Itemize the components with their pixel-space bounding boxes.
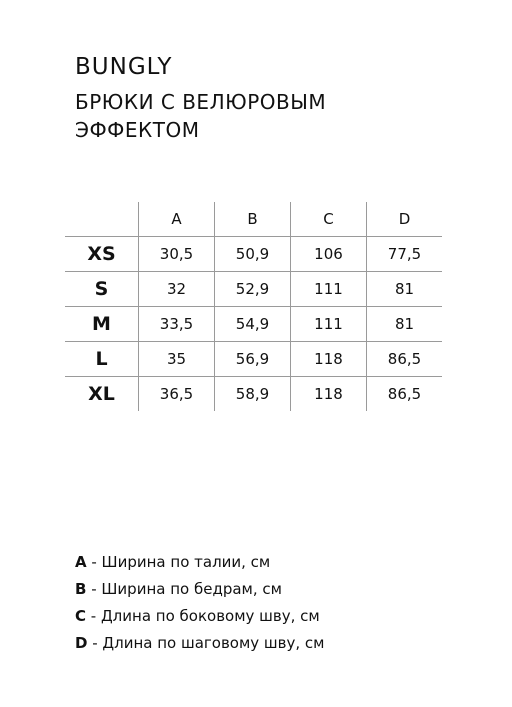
size-label: S bbox=[65, 272, 139, 307]
table-cell: 52,9 bbox=[215, 272, 291, 307]
legend bbox=[75, 552, 324, 660]
table-row bbox=[65, 307, 442, 342]
table-cell: 56,9 bbox=[215, 342, 291, 377]
table-header-row bbox=[65, 202, 442, 237]
legend-key: C bbox=[75, 607, 87, 625]
table-cell: 58,9 bbox=[215, 377, 291, 412]
product-title bbox=[75, 88, 435, 144]
size-label: XS bbox=[65, 237, 139, 272]
column-header-a: A bbox=[139, 202, 215, 237]
table-cell: 50,9 bbox=[215, 237, 291, 272]
product-title-line-1: БРЮКИ С ВЕЛЮРОВЫМ bbox=[75, 90, 327, 114]
table-cell: 35 bbox=[139, 342, 215, 377]
product-title-line-2: ЭФФЕКТОМ bbox=[75, 118, 200, 142]
table-cell: 54,9 bbox=[215, 307, 291, 342]
size-label: XL bbox=[65, 377, 139, 412]
legend-text: - Длина по шаговому шву, см bbox=[87, 634, 325, 652]
table-cell: 106 bbox=[291, 237, 367, 272]
table-row bbox=[65, 342, 442, 377]
size-table bbox=[65, 202, 442, 411]
table-row bbox=[65, 272, 442, 307]
table-cell: 118 bbox=[291, 377, 367, 412]
column-header-b: B bbox=[215, 202, 291, 237]
brand-title: BUNGLY bbox=[75, 54, 173, 80]
table-cell: 33,5 bbox=[139, 307, 215, 342]
legend-item-a bbox=[75, 552, 324, 579]
table-cell: 77,5 bbox=[367, 237, 443, 272]
table-cell: 30,5 bbox=[139, 237, 215, 272]
legend-item-d bbox=[75, 633, 324, 660]
legend-key: B bbox=[75, 580, 87, 598]
table-cell: 81 bbox=[367, 307, 443, 342]
table-cell: 36,5 bbox=[139, 377, 215, 412]
table-cell: 111 bbox=[291, 307, 367, 342]
table-row bbox=[65, 377, 442, 412]
size-label: M bbox=[65, 307, 139, 342]
table-cell: 86,5 bbox=[387, 385, 422, 403]
table-row bbox=[65, 237, 442, 272]
legend-text: - Длина по боковому шву, см bbox=[86, 607, 320, 625]
table-cell: 81 bbox=[367, 272, 443, 307]
legend-key: A bbox=[75, 553, 87, 571]
legend-item-c bbox=[75, 606, 324, 633]
table-cell: 118 bbox=[291, 342, 367, 377]
legend-key: D bbox=[75, 634, 88, 652]
legend-text: - Ширина по бедрам, см bbox=[86, 580, 282, 598]
legend-text: - Ширина по талии, см bbox=[86, 553, 271, 571]
size-label: L bbox=[65, 342, 139, 377]
column-header-c: C bbox=[291, 202, 367, 237]
legend-item-b bbox=[75, 579, 324, 606]
table-cell: 32 bbox=[139, 272, 215, 307]
table-cell: 111 bbox=[291, 272, 367, 307]
table-corner-cell bbox=[65, 202, 139, 237]
column-header-d: D bbox=[367, 202, 443, 237]
table-cell: 86,5 bbox=[367, 342, 443, 377]
